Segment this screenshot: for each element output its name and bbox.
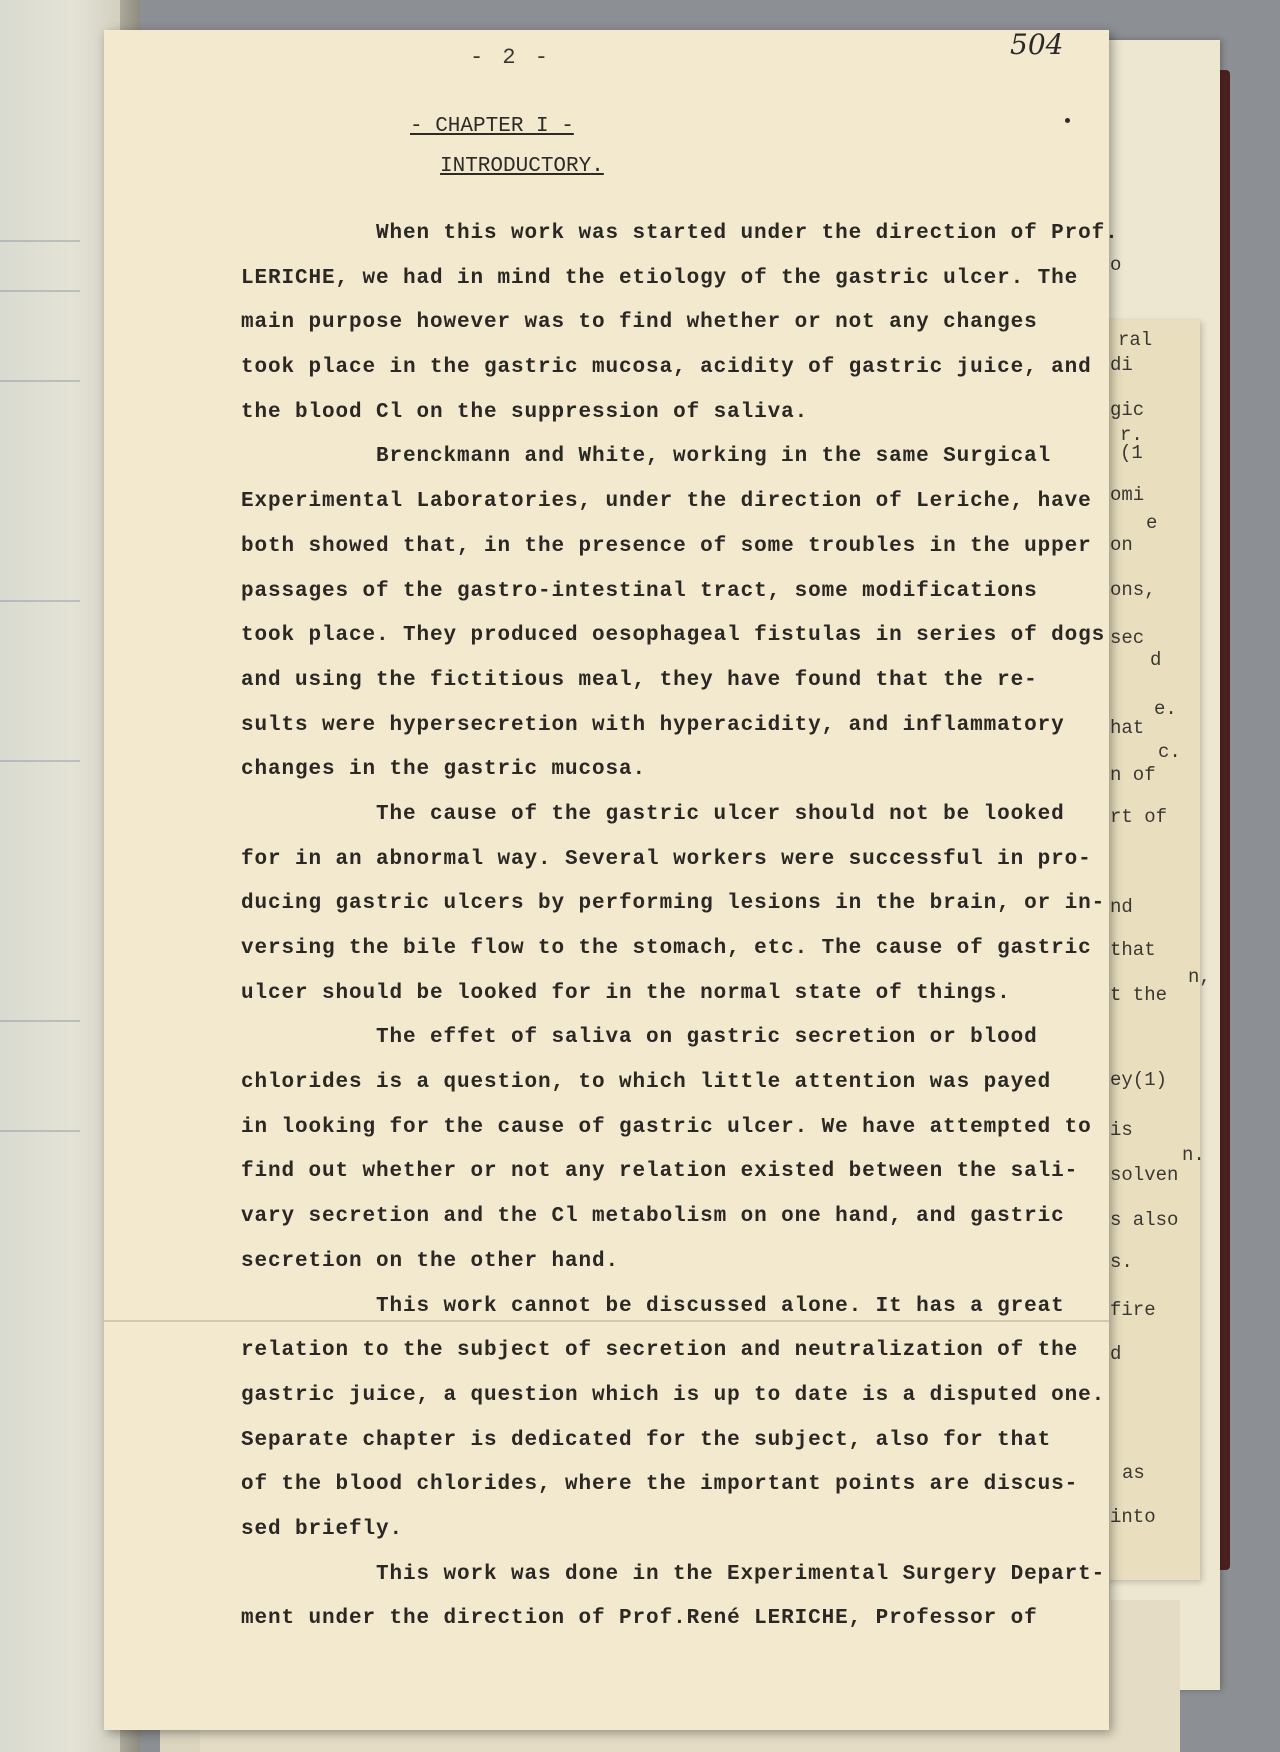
margin-fragment: o bbox=[1110, 254, 1122, 276]
margin-fragment: omi bbox=[1110, 484, 1145, 506]
text-line: Separate chapter is dedicated for the subject, also for that bbox=[241, 1428, 1052, 1452]
margin-fragment: r. bbox=[1120, 424, 1143, 446]
text-line: The effet of saliva on gastric secretion or blood bbox=[376, 1026, 1038, 1050]
text-line: took place. They produced oesophageal fistulas in series of dogs bbox=[241, 624, 1106, 648]
text-line: gastric juice, a question which is up to date is a disputed one. bbox=[241, 1383, 1106, 1407]
text-line: Experimental Laboratories, under the direction of Leriche, have bbox=[241, 490, 1092, 514]
margin-fragment: rt of bbox=[1110, 806, 1168, 828]
margin-fragment: solven bbox=[1110, 1164, 1179, 1186]
text-line: ment under the direction of Prof.René LERICHE, Professor of bbox=[241, 1607, 1038, 1631]
body-text bbox=[241, 212, 1119, 1642]
margin-fragment: n of bbox=[1110, 764, 1156, 786]
ink-dot bbox=[1065, 118, 1070, 123]
text-line: relation to the subject of secretion and neutralization of the bbox=[241, 1339, 1079, 1363]
chapter-title: - CHAPTER I - bbox=[410, 115, 574, 138]
text-line: When this work was started under the direction of Prof. bbox=[376, 222, 1119, 245]
margin-fragment: nd bbox=[1110, 896, 1133, 918]
chapter-subtitle: INTRODUCTORY. bbox=[440, 155, 604, 178]
text-line: changes in the gastric mucosa. bbox=[241, 758, 647, 782]
right-margin-fragments bbox=[1108, 0, 1280, 1752]
text-line: main purpose however was to find whether or not any changes bbox=[241, 311, 1038, 335]
margin-fragment: s. bbox=[1110, 1251, 1133, 1273]
text-line: the blood Cl on the suppression of saliva. bbox=[241, 400, 809, 424]
text-line: ulcer should be looked for in the normal state of things. bbox=[241, 981, 1011, 1005]
text-line: Brenckmann and White, working in the same Surgical bbox=[376, 445, 1052, 469]
margin-fragment: is bbox=[1110, 1119, 1133, 1141]
text-line: sults were hypersecretion with hyperacidity, and inflammatory bbox=[241, 713, 1065, 737]
text-line: The cause of the gastric ulcer should not be looked bbox=[376, 802, 1065, 826]
margin-fragment: e. bbox=[1154, 698, 1177, 720]
text-line: took place in the gastric mucosa, acidity of gastric juice, and bbox=[241, 356, 1092, 380]
margin-fragment: ons, bbox=[1110, 579, 1156, 601]
margin-fragment: c. bbox=[1158, 741, 1181, 763]
margin-fragment: gic bbox=[1110, 399, 1145, 421]
text-line: versing the bile flow to the stomach, etc. The cause of gastric bbox=[241, 937, 1092, 960]
margin-fragment: into bbox=[1110, 1506, 1156, 1528]
text-line: sed briefly. bbox=[241, 1517, 404, 1541]
margin-fragment: hat bbox=[1110, 717, 1145, 739]
text-line: vary secretion and the Cl metabolism on one hand, and gastric bbox=[241, 1205, 1065, 1229]
margin-fragment: on bbox=[1110, 534, 1133, 556]
margin-fragment: t the bbox=[1110, 984, 1168, 1006]
margin-fragment: as bbox=[1122, 1462, 1145, 1484]
page-number: - 2 - bbox=[470, 45, 552, 70]
text-line: ducing gastric ulcers by performing lesions in the brain, or in- bbox=[241, 892, 1106, 916]
text-line: chlorides is a question, to which little attention was payed bbox=[241, 1071, 1052, 1095]
margin-fragment: n, bbox=[1188, 966, 1211, 988]
text-line: LERICHE, we had in mind the etiology of the gastric ulcer. The bbox=[241, 266, 1079, 290]
margin-fragment: ral bbox=[1118, 329, 1153, 351]
margin-fragment: fire bbox=[1110, 1299, 1156, 1321]
margin-fragment: sec bbox=[1110, 627, 1145, 649]
text-line: This work was done in the Experimental Surgery Depart- bbox=[376, 1562, 1106, 1586]
handwritten-folio-number: 504 bbox=[1010, 28, 1064, 61]
text-line: of the blood chlorides, where the important points are discus- bbox=[241, 1473, 1079, 1497]
margin-fragment: s also bbox=[1110, 1209, 1179, 1231]
text-line: This work cannot be discussed alone. It has a great bbox=[376, 1294, 1065, 1318]
left-facing-page bbox=[0, 0, 120, 1752]
text-line: passages of the gastro-intestinal tract, some modifications bbox=[241, 579, 1038, 603]
margin-fragment: di bbox=[1110, 354, 1133, 376]
margin-fragment: e bbox=[1146, 512, 1158, 534]
text-line: secretion on the other hand. bbox=[241, 1249, 620, 1273]
margin-fragment: d bbox=[1110, 1343, 1122, 1365]
margin-fragment: d bbox=[1150, 649, 1162, 671]
text-line: both showed that, in the presence of some troubles in the upper bbox=[241, 534, 1092, 558]
text-line: find out whether or not any relation existed between the sali- bbox=[241, 1160, 1079, 1184]
margin-fragment: ey(1) bbox=[1110, 1069, 1168, 1091]
text-line: for in an abnormal way. Several workers were successful in pro- bbox=[241, 847, 1092, 871]
margin-fragment: n. bbox=[1182, 1144, 1205, 1166]
margin-fragment: (1 bbox=[1120, 442, 1143, 464]
text-line: and using the fictitious meal, they have found that the re- bbox=[241, 668, 1038, 692]
margin-fragment: that bbox=[1110, 939, 1156, 961]
text-line: in looking for the cause of gastric ulcer. We have attempted to bbox=[241, 1115, 1092, 1139]
